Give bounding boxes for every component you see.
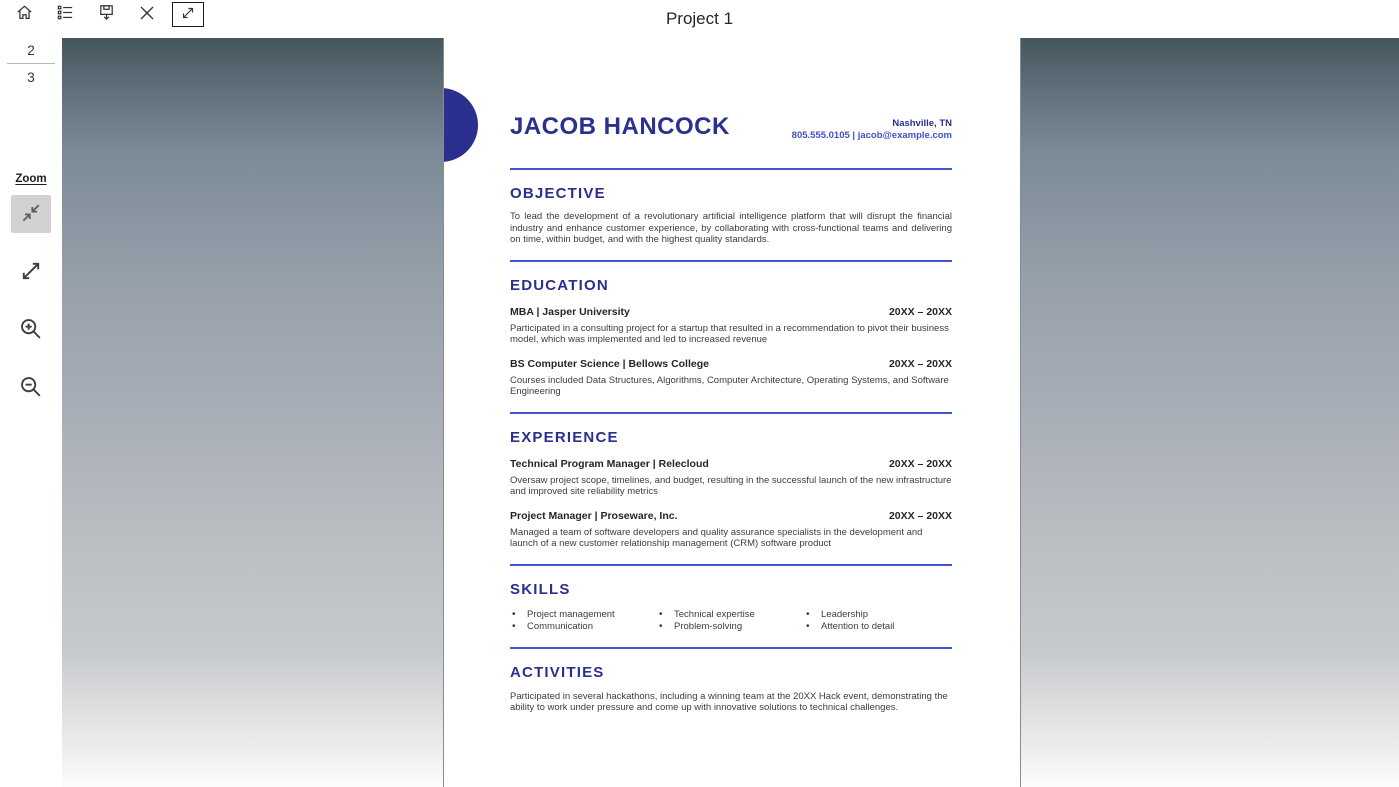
contents-list-icon <box>56 3 75 25</box>
zoom-in-button[interactable] <box>11 311 51 349</box>
experience-entry-title: Technical Program Manager | Relecloud <box>510 457 709 470</box>
person-name: JACOB HANCOCK <box>510 113 730 140</box>
expand-diagonal-icon <box>19 259 43 286</box>
close-icon <box>137 3 157 26</box>
education-entry-description: Courses included Data Structures, Algorithms, Computer Architecture, Operating Systems, and Software Engineering <box>510 374 949 397</box>
shrink-to-fit-icon <box>20 202 42 227</box>
reading-canvas <box>62 38 1399 787</box>
activities-heading: ACTIVITIES <box>510 663 605 681</box>
section-rule <box>510 168 952 170</box>
zoom-in-icon <box>18 316 44 345</box>
objective-text: To lead the development of a revolutionary artificial intelligence platform that will disrupt the financial industry and enhance customer experience, by collaborating with cross-functional teams and delivering on time, within budget, and with the highest quality standards. <box>510 211 952 245</box>
section-rule <box>510 412 952 414</box>
skill-item: • Attention to detail <box>804 621 951 633</box>
left-rail <box>0 38 62 787</box>
contact-location: Nashville, TN <box>892 118 952 129</box>
experience-entry-title: Project Manager | Proseware, Inc. <box>510 509 678 522</box>
skill-item: • Communication <box>510 621 657 633</box>
experience-entry-description: Oversaw project scope, timelines, and budget, resulting in the successful launch of the new infrastructure and improved site reliability metrics <box>510 474 952 497</box>
education-entry <box>510 358 952 398</box>
zoom-out-button[interactable] <box>11 369 51 407</box>
education-entry-title: MBA | Jasper University <box>510 305 630 318</box>
resume-header <box>510 114 952 142</box>
section-rule <box>510 260 952 262</box>
contact-block <box>792 114 952 142</box>
skill-item: • Project management <box>510 609 657 621</box>
skills-list <box>510 609 952 633</box>
next-page-number[interactable]: 3 <box>27 70 35 85</box>
save-download-icon <box>97 3 116 25</box>
activities-text: Participated in several hackathons, including a winning team at the 20XX Hack event, demonstrating the ability to work under pressure and come up with innovative solutions to technical challenges. <box>510 690 948 713</box>
experience-entry <box>510 510 952 550</box>
education-entry-description: Participated in a consulting project for a startup that resulted in a recommendation to pivot their business model, which was implemented and led to increased revenue <box>510 322 949 345</box>
document-title: Project 1 <box>665 9 734 28</box>
toolbar-icon-group <box>8 0 204 38</box>
shrink-to-fit-button[interactable] <box>11 195 51 233</box>
expand-view-button[interactable] <box>172 2 204 27</box>
zoom-panel-label: Zoom <box>15 173 47 185</box>
zoom-out-icon <box>18 374 44 403</box>
top-toolbar <box>0 0 1399 38</box>
education-entry-title: BS Computer Science | Bellows College <box>510 357 709 370</box>
skill-item: • Problem-solving <box>657 621 804 633</box>
skill-item: • Leadership <box>804 609 951 621</box>
close-button[interactable] <box>131 2 163 26</box>
experience-entry <box>510 458 952 498</box>
experience-heading: EXPERIENCE <box>510 428 619 446</box>
page-navigator <box>0 38 62 85</box>
experience-entry-date: 20XX – 20XX <box>888 457 952 470</box>
education-entry <box>510 306 952 346</box>
education-entry-date: 20XX – 20XX <box>888 305 952 318</box>
section-rule <box>510 647 952 649</box>
skills-heading: SKILLS <box>510 580 571 598</box>
expand-icon <box>179 4 197 25</box>
contents-list-button[interactable] <box>49 2 81 26</box>
contact-phone-email: 805.555.0105 | jacob@example.com <box>791 130 952 141</box>
resume-page <box>443 38 1021 787</box>
home-icon <box>15 3 34 25</box>
current-page-number[interactable]: 2 <box>27 43 35 58</box>
education-entry-date: 20XX – 20XX <box>888 357 952 370</box>
resume-content <box>444 38 1020 714</box>
education-heading: EDUCATION <box>510 276 609 294</box>
section-rule <box>510 564 952 566</box>
save-download-button[interactable] <box>90 2 122 26</box>
expand-page-button[interactable] <box>11 253 51 291</box>
experience-entry-date: 20XX – 20XX <box>888 509 952 522</box>
experience-entry-description: Managed a team of software developers and quality assurance specialists in the development and launch of a new customer relationship management (CRM) software product <box>510 526 923 549</box>
skill-item: • Technical expertise <box>657 609 804 621</box>
objective-heading: OBJECTIVE <box>510 185 606 202</box>
home-button[interactable] <box>8 2 40 26</box>
